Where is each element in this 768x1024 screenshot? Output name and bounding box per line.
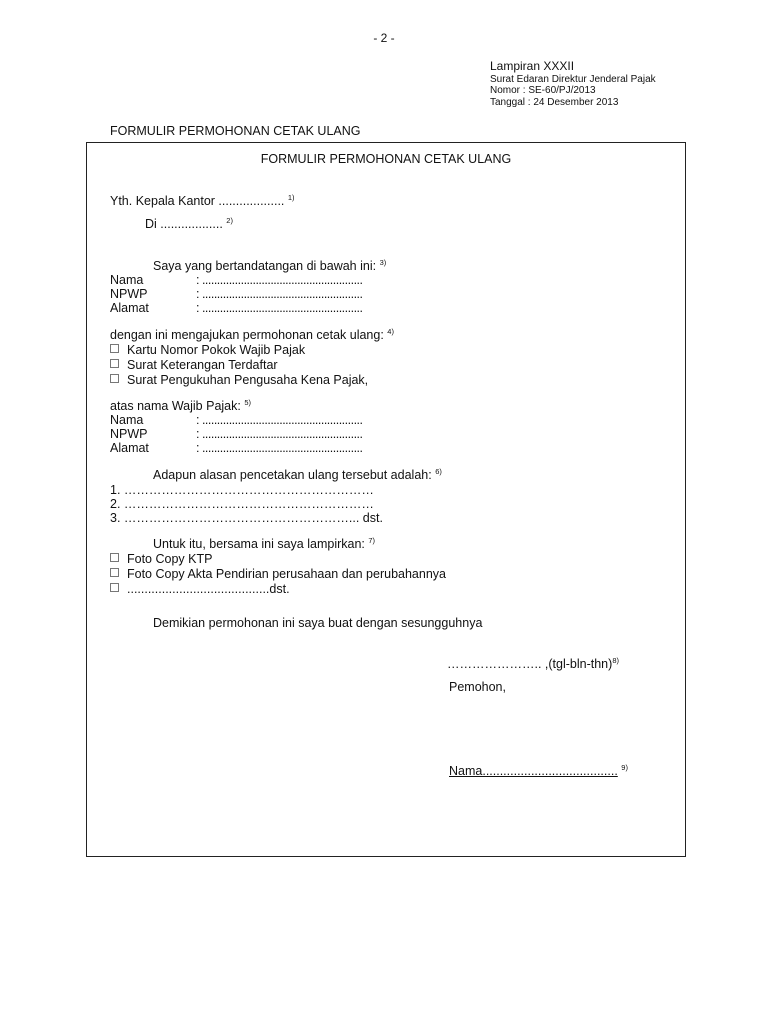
outer-form-title: FORMULIR PERMOHONAN CETAK ULANG xyxy=(110,124,361,138)
applicant-label: Pemohon, xyxy=(449,680,506,694)
applicant-intro: Saya yang bertandatangan di bawah ini: $^{3)}$ xyxy=(153,258,387,273)
checkbox-skt[interactable] xyxy=(110,359,119,368)
taxpayer-intro: atas nama Wajib Pajak: $^{5)}$ xyxy=(110,398,252,413)
attachment-reference xyxy=(490,60,656,108)
attachment-item: Foto Copy Akta Pendirian perusahaan dan perubahannya xyxy=(110,567,446,581)
taxpayer-npwp-row: NPWP : ...................................................... xyxy=(110,427,363,441)
checkbox-ktp-npwp[interactable] xyxy=(110,344,119,353)
taxpayer-name-row: Nama : ...................................................... xyxy=(110,413,363,427)
number-line: Nomor : SE-60/PJ/2013 xyxy=(490,85,596,97)
form-title: FORMULIR PERMOHONAN CETAK ULANG xyxy=(260,152,512,166)
place-date-line: ………………….. $,(tgl-bln-thn)^{8)}$ xyxy=(447,656,619,671)
checkbox-other[interactable] xyxy=(110,583,119,592)
closing-statement: Demikian permohonan ini saya buat dengan sesungguhnya xyxy=(153,616,483,630)
checkbox-sppkp[interactable] xyxy=(110,374,119,383)
attachment-item: Foto Copy KTP xyxy=(110,552,212,566)
applicant-name-row: Nama : ...................................................... xyxy=(110,273,363,287)
checkbox-deed-copy[interactable] xyxy=(110,568,119,577)
reason-intro: Adapun alasan pencetakan ulang tersebut adalah: $^{6)}$ xyxy=(153,467,442,482)
request-option: Kartu Nomor Pokok Wajib Pajak xyxy=(110,343,305,357)
reason-item: 2. …………………………………………………… xyxy=(110,497,374,511)
request-option: Surat Keterangan Terdaftar xyxy=(110,358,278,372)
applicant-address-row: Alamat : ...................................................... xyxy=(110,301,363,315)
applicant-npwp-row: NPWP : ...................................................... xyxy=(110,287,363,301)
attachment-intro: Untuk itu, bersama ini saya lampirkan: $^{7)}$ xyxy=(153,536,376,551)
request-intro: dengan ini mengajukan permohonan cetak ulang: $^{4)}$ xyxy=(110,327,394,342)
signature-name-line: Nama....................................... $^{9)}$ xyxy=(449,763,628,778)
circular-letter-line: Surat Edaran Direktur Jenderal Pajak xyxy=(490,73,656,85)
reason-item: 3. ………………………………………………... dst. xyxy=(110,511,383,525)
recipient-location: Di .................. $^{2)}$ xyxy=(145,216,233,231)
page-number: - 2 - xyxy=(373,31,395,45)
date-line-header: Tanggal : 24 Desember 2013 xyxy=(490,96,619,108)
form-box xyxy=(86,142,686,857)
reason-item: 1. …………………………………………………… xyxy=(110,483,374,497)
lampiran-title: Lampiran XXXII xyxy=(490,59,575,73)
taxpayer-address-row: Alamat : ...................................................... xyxy=(110,441,363,455)
request-option: Surat Pengukuhan Pengusaha Kena Pajak, xyxy=(110,373,368,387)
attachment-item: .........................................dst. xyxy=(110,582,290,596)
recipient-office: Yth. Kepala Kantor ................... $^{1)}$ xyxy=(110,193,295,208)
checkbox-ktp-copy[interactable] xyxy=(110,553,119,562)
